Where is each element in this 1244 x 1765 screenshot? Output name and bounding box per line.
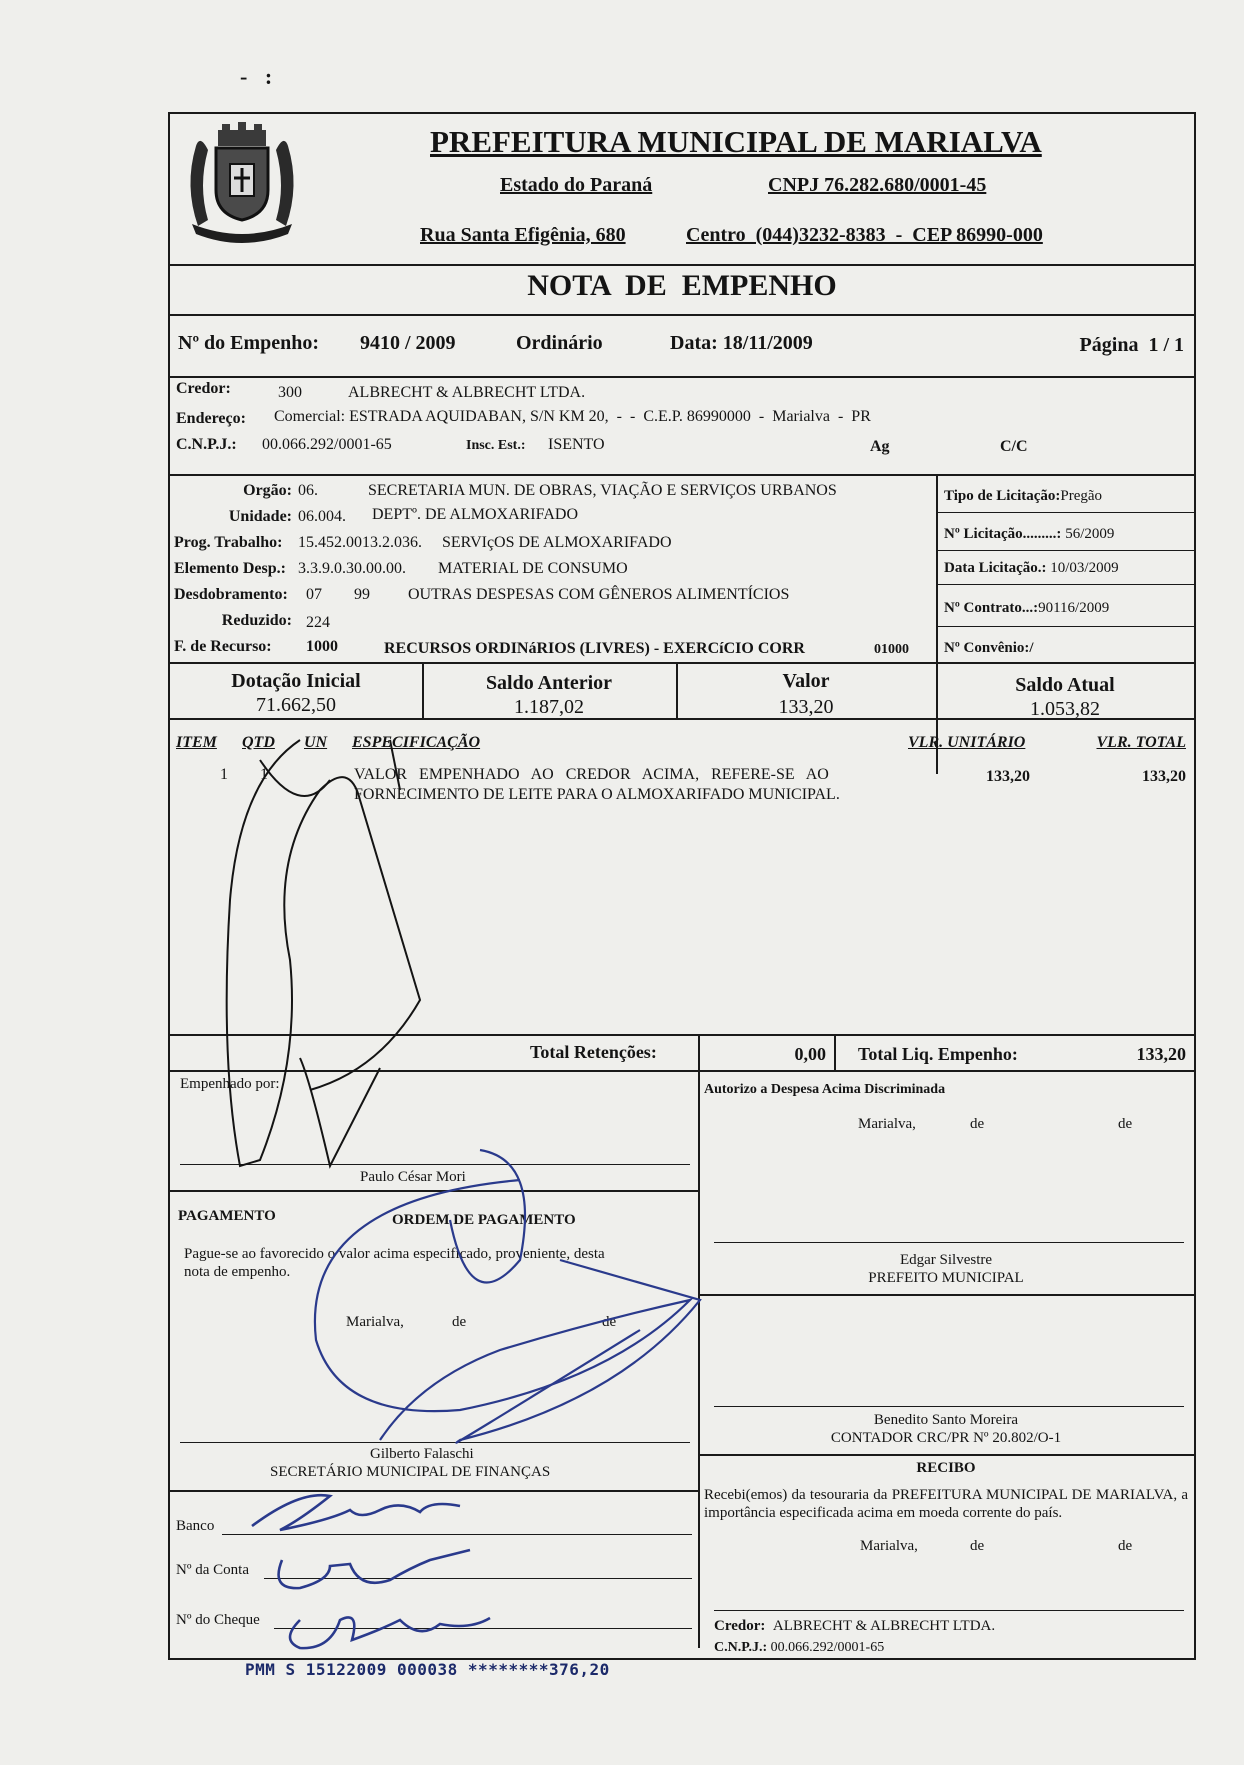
handwritten-bank-entries — [252, 1495, 490, 1648]
data-licitacao: Data Licitação.: 10/03/2009 — [944, 560, 1119, 576]
doc-title: NOTA DE EMPENHO — [527, 269, 837, 302]
header-street: Rua Santa Efigênia, 680 — [420, 224, 626, 246]
scan-speck: - : — [240, 64, 279, 89]
reduzido-label: Reduzido: — [221, 612, 292, 629]
item-qtd: 1 — [260, 766, 268, 783]
header-cnpj: CNPJ 76.282.680/0001-45 — [768, 174, 987, 196]
total-retencoes-label: Total Retenções: — [530, 1042, 657, 1062]
autorizo-de-label-1: de — [970, 1116, 985, 1132]
ordem-de-label-2: de — [602, 1314, 617, 1330]
fonte-recurso-code: 1000 — [306, 638, 338, 655]
gilberto-signature-stroke-2 — [456, 1260, 700, 1443]
saldo-atual-label: Saldo Atual — [1015, 674, 1115, 696]
fonte-recurso-label: F. de Recurso: — [174, 638, 272, 655]
paulo-mori-signature-stroke-3 — [300, 1058, 380, 1166]
pague-se-line1: Pague-se ao favorecido o valor acima especificado, proveniente, desta — [184, 1246, 605, 1262]
paulo-mori-signature-stroke-2 — [260, 760, 330, 796]
elemento-name: MATERIAL DE CONSUMO — [438, 560, 628, 577]
item-description-line1: VALOR EMPENHADO AO CREDOR ACIMA, REFERE-SE AO — [354, 766, 829, 783]
total-liquido-value: 133,20 — [1136, 1044, 1186, 1064]
col-qtd-header: QTD — [242, 734, 275, 751]
item-vlr-unitario: 133,20 — [986, 768, 1030, 785]
prog-name: SERVIçOS DE ALMOXARIFADO — [442, 534, 672, 551]
hw-conta — [279, 1550, 470, 1588]
prog-label: Prog. Trabalho: — [174, 534, 283, 551]
agencia-label: Ag — [870, 438, 890, 455]
reduzido-value: 224 — [306, 614, 330, 631]
numero-convenio: Nº Convênio:/ — [944, 640, 1034, 656]
credor-label: Credor: — [176, 380, 231, 397]
recibo-de-label-1: de — [970, 1538, 985, 1554]
autorizo-de-label-2: de — [1118, 1116, 1133, 1132]
numero-licitacao: Nº Licitação.........: 56/2009 — [944, 526, 1115, 542]
dotacao-inicial-label: Dotação Inicial — [231, 670, 361, 692]
ie-label: Insc. Est.: — [466, 438, 526, 453]
empenhado-por-name: Paulo César Mori — [360, 1169, 466, 1185]
gilberto-signature-stroke-3 — [450, 1150, 525, 1283]
orgao-code: 06. — [298, 482, 318, 499]
elemento-label: Elemento Desp.: — [174, 560, 286, 577]
numero-contrato: Nº Contrato...:90116/2009 — [944, 600, 1110, 616]
ordem-de-label-1: de — [452, 1314, 467, 1330]
credor-ie: ISENTO — [548, 436, 605, 453]
item-description-line2: FORNECIMENTO DE LEITE PARA O ALMOXARIFADO MUNICIPAL. — [354, 786, 840, 803]
credor-code: 300 — [278, 384, 302, 401]
paulo-mori-signature-stroke-1 — [227, 740, 420, 1166]
desdobramento-b: 99 — [354, 586, 370, 603]
orgao-label: Orgão: — [243, 482, 292, 499]
contador-title: CONTADOR CRC/PR Nº 20.802/O-1 — [830, 1430, 1062, 1446]
saldo-atual-value: 1.053,82 — [1030, 698, 1100, 720]
recibo-de-label-2: de — [1118, 1538, 1133, 1554]
cnpj-label: C.N.P.J.: — [176, 436, 237, 453]
autorizo-marialva-label: Marialva, — [858, 1116, 916, 1132]
pagamento-title: PAGAMENTO — [178, 1208, 276, 1224]
empenho-label: Nº do Empenho: — [178, 332, 320, 354]
secretario-name: Gilberto Falaschi — [370, 1446, 474, 1462]
prefeito-title: PREFEITO MUNICIPAL — [868, 1270, 1024, 1286]
prefeito-name: Edgar Silvestre — [899, 1252, 993, 1268]
conta-label: Nº da Conta — [176, 1562, 249, 1578]
orgao-name: SECRETARIA MUN. DE OBRAS, VIAÇÃO E SERVIÇOS URBANOS — [368, 482, 837, 499]
recibo-title: RECIBO — [916, 1460, 976, 1476]
item-number: 1 — [220, 766, 228, 783]
item-vlr-total: 133,20 — [1142, 768, 1186, 785]
gilberto-signature-stroke-1 — [315, 1180, 690, 1440]
credor-address: Comercial: ESTRADA AQUIDABAN, S/N KM 20, - - C.E.P. 86990000 - Marialva - PR — [274, 408, 871, 425]
col-item-header: ITEM — [176, 734, 217, 751]
credor-cnpj: 00.066.292/0001-65 — [262, 436, 392, 453]
ordem-marialva-label: Marialva, — [346, 1314, 404, 1330]
hw-cheque — [290, 1618, 490, 1649]
address-label: Endereço: — [176, 410, 246, 427]
desdobramento-label: Desdobramento: — [174, 586, 288, 603]
fonte-recurso-number: 01000 — [874, 642, 909, 657]
unidade-name: DEPTº. DE ALMOXARIFADO — [372, 506, 578, 523]
autorizo-despesa-title: Autorizo a Despesa Acima Discriminada — [704, 1082, 946, 1097]
unidade-label: Unidade: — [228, 508, 292, 525]
total-liquido-label: Total Liq. Empenho: — [858, 1044, 1018, 1064]
valor-value: 133,20 — [778, 696, 834, 718]
header-contact: Centro (044)3232-8383 - CEP 86990-000 — [686, 224, 1043, 246]
ordem-pagamento-title: ORDEM DE PAGAMENTO — [392, 1212, 576, 1228]
col-un-header: UN — [304, 734, 328, 751]
fonte-recurso-name: RECURSOS ORDINáRIOS (LIVRES) - EXERCíCIO CORR — [384, 640, 805, 657]
recibo-cnpj: C.N.P.J.: 00.066.292/0001-65 — [714, 1640, 885, 1655]
page-number: Página 1 / 1 — [1079, 334, 1184, 356]
valor-label: Valor — [782, 670, 830, 692]
secretario-title: SECRETÁRIO MUNICIPAL DE FINANÇAS — [270, 1464, 551, 1480]
elemento-code: 3.3.9.0.30.00.00. — [298, 560, 406, 577]
empenho-date: Data: 18/11/2009 — [670, 332, 813, 354]
empenhado-por-label: Empenhado por: — [180, 1076, 280, 1092]
empenho-type: Ordinário — [516, 332, 603, 354]
banco-label: Banco — [176, 1518, 215, 1534]
contador-name: Benedito Santo Moreira — [873, 1412, 1019, 1428]
conta-corrente-label: C/C — [1000, 438, 1028, 455]
dotacao-inicial-value: 71.662,50 — [256, 694, 336, 716]
saldo-anterior-label: Saldo Anterior — [485, 672, 613, 694]
hw-banco — [252, 1495, 460, 1530]
tipo-licitacao: Tipo de Licitação:Pregão — [944, 488, 1103, 504]
saldo-anterior-value: 1.187,02 — [514, 696, 584, 718]
recibo-credor: Credor: ALBRECHT & ALBRECHT LTDA. — [714, 1618, 996, 1634]
col-vlr-unitario-header: VLR. UNITÁRIO — [908, 734, 1026, 751]
recibo-text: Recebi(emos) da tesouraria da PREFEITURA MUNICIPAL DE MARIALVA, a importância especificada acima em moeda corrente do país. — [704, 1487, 1188, 1521]
header-title: PREFEITURA MUNICIPAL DE MARIALVA — [430, 124, 1042, 159]
cashier-stamp: PMM S 15122009 000038 ********376,20 — [245, 1660, 610, 1679]
col-vlr-total-header: VLR. TOTAL — [1096, 734, 1186, 751]
prog-code: 15.452.0013.2.036. — [298, 534, 422, 551]
cheque-label: Nº do Cheque — [176, 1612, 260, 1628]
desdobramento-name: OUTRAS DESPESAS COM GÊNEROS ALIMENTÍCIOS — [408, 586, 790, 603]
pague-se-line2: nota de empenho. — [184, 1264, 291, 1280]
desdobramento-a: 07 — [306, 586, 322, 603]
recibo-marialva-label: Marialva, — [860, 1538, 918, 1554]
credor-name: ALBRECHT & ALBRECHT LTDA. — [348, 384, 586, 401]
unidade-code: 06.004. — [298, 508, 346, 525]
total-retencoes-value: 0,00 — [794, 1044, 826, 1064]
header-state: Estado do Paraná — [500, 174, 653, 196]
col-especificacao-header: ESPECIFICAÇÃO — [352, 734, 481, 751]
empenho-number: 9410 / 2009 — [360, 332, 456, 354]
